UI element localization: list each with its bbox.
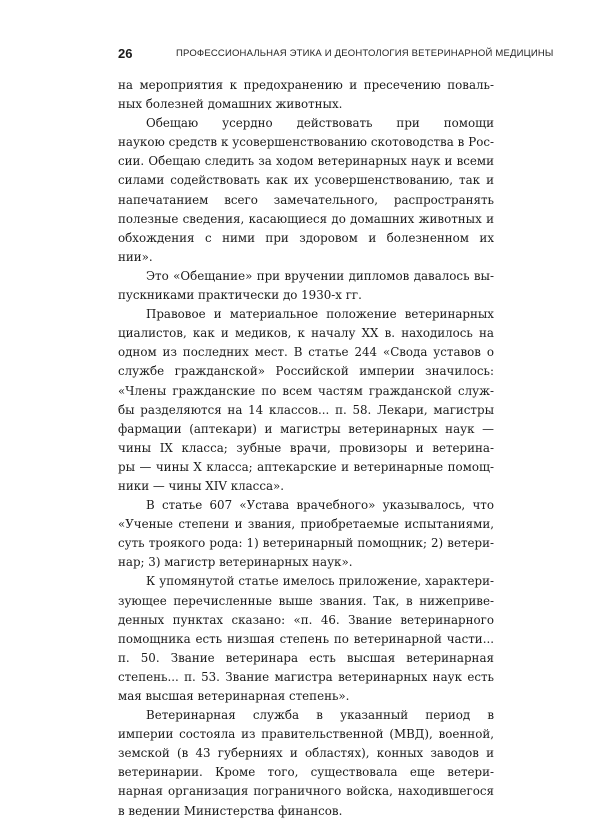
text-line: сии. Обещаю следить за ходом ветеринарных наук и всеми [118, 154, 494, 169]
text-line: напечатанием всего замечательного, распространять [118, 192, 494, 207]
text-line: В статье 607 «Устава врачебного» указывалось, что [146, 498, 494, 513]
text-line: нии». [118, 249, 153, 264]
text-line: мая высшая ветеринарная степень». [118, 689, 350, 703]
text-line: обхождения с ними при здоровом и болезненном их [118, 230, 494, 245]
paragraph [118, 114, 494, 267]
text-line: п. 50. Звание ветеринара есть высшая ветеринарная [118, 650, 494, 665]
text-line: фармации (аптекари) и магистры ветеринарных наук — [118, 421, 494, 436]
paragraph [118, 572, 494, 706]
running-head: ПРОФЕССИОНАЛЬНАЯ ЭТИКА И ДЕОНТОЛОГИЯ ВЕТЕРИНАРНОЙ МЕДИЦИНЫ [176, 48, 554, 59]
text-line: нар; 3) магистр ветеринарных наук». [118, 555, 353, 570]
text-line: помощника есть низшая степень по ветеринарной части... [118, 631, 494, 646]
text-line: империи состояла из правительственной (МВД), военной, [118, 727, 494, 742]
paragraph [118, 267, 494, 305]
text-line: Ветеринарная служба в указанный период в [146, 708, 494, 723]
text-line: ры — чины X класса; аптекарские и ветеринарные помощ- [118, 459, 494, 474]
page-number: 26 [118, 46, 133, 61]
text-line: пускниками практически до 1930-х гг. [118, 288, 362, 303]
text-line: циалистов, как и медиков, к началу XX в. находилось на [118, 326, 494, 341]
paragraph [118, 496, 494, 572]
text-line: суть троякого рода: 1) ветеринарный помощник; 2) ветери- [118, 536, 494, 551]
text-line: «Ученые степени и звания, приобретаемые испытаниями, [118, 517, 494, 532]
page-body [118, 76, 494, 821]
text-line: службе гражданской» Российской империи значилось: [118, 364, 494, 379]
paragraph [118, 76, 494, 114]
text-line: одном из последних мест. В статье 244 «Свода уставов о [118, 345, 494, 360]
paragraph [118, 706, 494, 821]
text-line: Правовое и материальное положение ветеринарных [146, 307, 494, 322]
text-line: полезные сведения, касающиеся до домашних животных и [118, 211, 494, 226]
text-line: «Члены гражданские по всем частям гражданской служ- [118, 383, 494, 398]
text-line: на мероприятия к предохранению и пресечению поваль- [118, 78, 494, 92]
paragraph [118, 305, 494, 496]
text-line: земской (в 43 губерниях и областях), конных заводов и [118, 746, 494, 761]
text-line: зующее перечисленные выше звания. Так, в нижеприве- [118, 593, 494, 608]
text-line: ники — чины XIV класса». [118, 478, 285, 493]
text-line: нарная организация пограничного войска, находившегося в ведении Министерства финансов. [118, 784, 494, 818]
text-line: денных пунктах сказано: «п. 46. Звание ветеринарного [118, 612, 494, 627]
text-line: ных болезней домашних животных. [118, 97, 343, 112]
text-line: степень... п. 53. Звание магистра ветеринарных наук есть [118, 669, 494, 684]
text-line: наукою средств к усовершенствованию скотоводства в Рос- [118, 135, 494, 150]
text-line: бы разделяются на 14 классов... п. 58. Лекари, магистры [118, 402, 494, 417]
text-line: К упомянутой статье имелось приложение, характери- [146, 574, 494, 589]
text-line: Это «Обещание» при вручении дипломов давалось вы- [146, 268, 494, 283]
text-line: силами содействовать как их усовершенствованию, так и [118, 173, 494, 188]
text-line: Обещаю усердно действовать при помощи [146, 116, 494, 131]
text-line: чины IX класса; зубные врачи, провизоры и ветерина- [118, 440, 494, 455]
text-line: ветеринарии. Кроме того, существовала еще ветери- [118, 765, 494, 780]
